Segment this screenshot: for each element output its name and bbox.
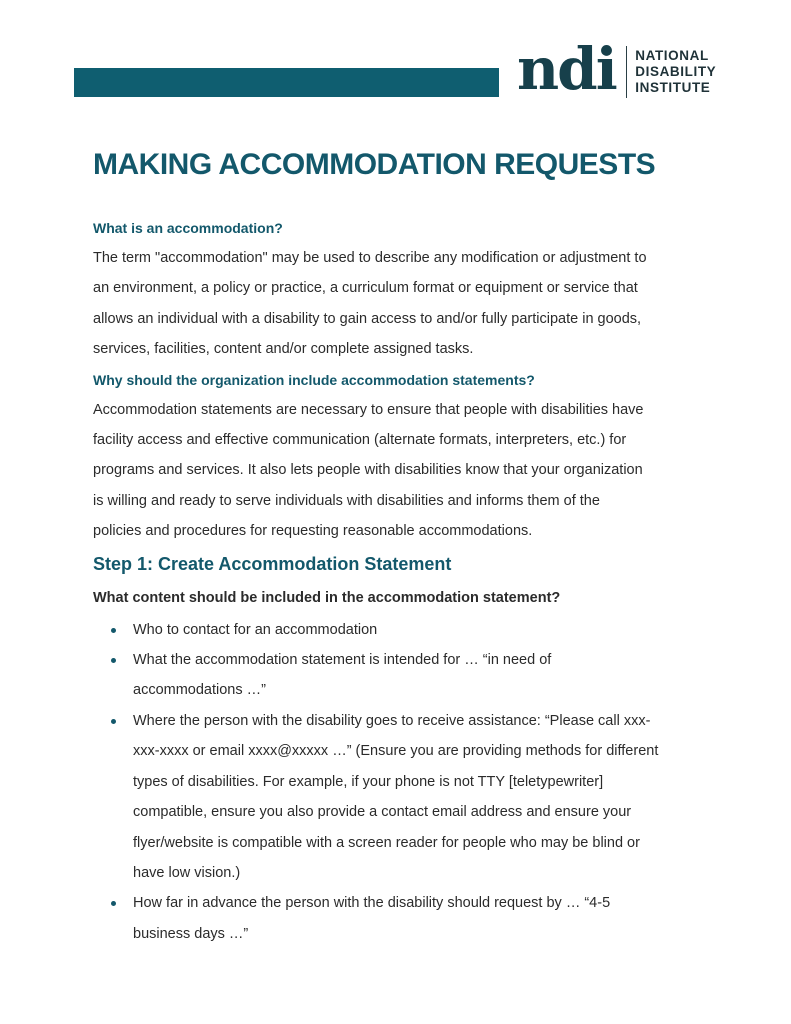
text-line: business days …” [133,925,249,942]
bullet-icon [111,719,116,724]
logo-mark: ndi [517,35,616,103]
bullet-icon [111,628,116,633]
list-item [133,888,703,949]
text-line: allows an individual with a disability to gain access to and/or fully participate in goods, [93,310,642,327]
logo-divider [626,46,628,98]
text-line: an environment, a policy or practice, a curriculum format or equipment or service that [93,280,638,297]
heading-why: Why should the organization include accommodation statements? [93,371,535,388]
text-line: Who to contact for an accommodation [133,621,378,638]
ndi-logo [517,35,717,103]
accommodation-content-list [93,615,703,949]
list-item [133,645,703,706]
page-title: MAKING ACCOMMODATION REQUESTS [93,148,656,181]
text-line: services, facilities, content and/or complete assigned tasks. [93,341,474,358]
logo-line-disability: DISABILITY [635,64,717,79]
text-line: accommodations …” [133,682,266,699]
document-body [93,213,703,949]
text-line: types of disabilities. For example, if your phone is not TTY [teletypewriter] [133,773,604,790]
text-line: facility access and effective communication (alternate formats, interpreters, etc.) for [93,432,627,449]
logo-line-institute: INSTITUTE [635,80,711,95]
paragraph-what-is [93,243,703,365]
text-line: policies and procedures for requesting reasonable accommodations. [93,523,533,540]
text-line: Where the person with the disability goes to receive assistance: “Please call xxx- [133,712,651,729]
header-bar [74,68,499,97]
text-line: programs and services. It also lets people with disabilities know that your organization [93,462,643,479]
text-line: flyer/website is compatible with a screen reader for people who may be blind or [133,834,640,851]
step-1-question: What content should be included in the accommodation statement? [93,589,561,606]
text-line: Accommodation statements are necessary to ensure that people with disabilities have [93,401,644,418]
text-line: The term "accommodation" may be used to describe any modification or adjustment to [93,250,647,266]
text-line: xxx-xxxx or email xxxx@xxxxx …” (Ensure you are providing methods for different [133,743,659,760]
step-1-title: Step 1: Create Accommodation Statement [93,553,452,574]
text-line: is willing and ready to serve individuals with disabilities and informs them of the [93,492,600,509]
text-line: compatible, ensure you also provide a contact email address and ensure your [133,804,632,821]
list-item [133,615,703,645]
text-line: How far in advance the person with the disability should request by … “4-5 [133,895,611,912]
text-line: have low vision.) [133,864,241,881]
text-line: What the accommodation statement is intended for … “in need of [133,652,552,669]
heading-what-is: What is an accommodation? [93,220,283,236]
bullet-icon [111,658,116,663]
logo-line-national: NATIONAL [635,48,709,63]
paragraph-why [93,395,703,547]
bullet-icon [111,901,116,906]
list-item [133,706,703,888]
logo-wordmark [635,48,716,96]
